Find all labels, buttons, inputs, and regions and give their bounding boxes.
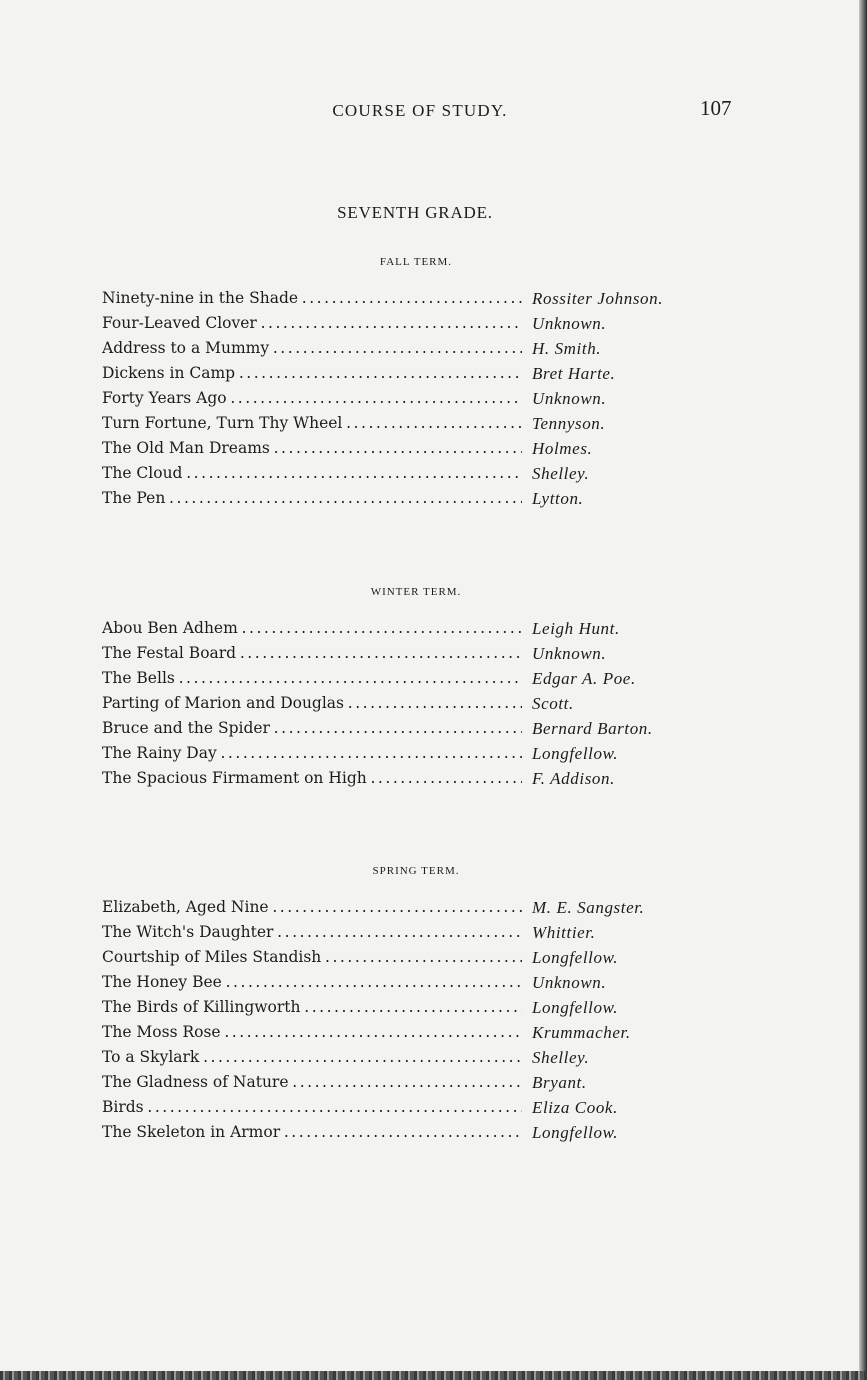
entry-title: The Cloud . . . <box>102 464 522 482</box>
entry-title: Dickens in Camp . . . <box>102 364 522 382</box>
entry-title: Address to a Mummy . . . <box>102 339 522 357</box>
entry-author: Tennyson. <box>532 414 606 433</box>
entry-title: Four-Leaved Clover . . . <box>102 314 522 332</box>
list-item <box>102 973 702 998</box>
list-item <box>102 998 702 1023</box>
entry-author: Unknown. <box>532 644 607 663</box>
list-item <box>102 489 702 514</box>
list-item <box>102 923 702 948</box>
entry-title: To a Skylark . . . <box>102 1048 522 1066</box>
list-item <box>102 464 702 489</box>
entry-title: The Festal Board . . . <box>102 644 522 662</box>
entry-author: Bret Harte. <box>532 364 616 383</box>
list-item <box>102 1023 702 1048</box>
entry-author: H. Smith. <box>532 339 602 358</box>
entry-author: Shelley. <box>532 1048 590 1067</box>
entry-author: Unknown. <box>532 314 607 333</box>
page-bottom-edge <box>0 1371 867 1380</box>
entry-author: Holmes. <box>532 439 593 458</box>
list-item <box>102 694 702 719</box>
entry-author: M. E. Sangster. <box>532 898 645 917</box>
list-item <box>102 719 702 744</box>
list-item <box>102 364 702 389</box>
entry-author: Longfellow. <box>532 998 619 1017</box>
winter-term-heading: WINTER TERM. <box>370 586 462 598</box>
entry-title: Birds . . . <box>102 1098 522 1116</box>
entry-title: The Bells . . . <box>102 669 522 687</box>
list-item <box>102 769 702 794</box>
grade-heading: SEVENTH GRADE. <box>337 203 493 222</box>
list-item <box>102 414 702 439</box>
list-item <box>102 898 702 923</box>
entry-title: The Moss Rose . . . <box>102 1023 522 1041</box>
list-item <box>102 1123 702 1148</box>
spring-term-heading: SPRING TERM. <box>372 865 460 877</box>
entry-title: Courtship of Miles Standish . . . <box>102 948 522 966</box>
entry-title: Elizabeth, Aged Nine . . . <box>102 898 522 916</box>
entry-title: Ninety-nine in the Shade . . . <box>102 289 522 307</box>
entry-title: The Old Man Dreams . . . <box>102 439 522 457</box>
entry-title: The Birds of Killingworth . . . <box>102 998 522 1016</box>
entry-author: Eliza Cook. <box>532 1098 618 1117</box>
list-item <box>102 644 702 669</box>
list-item <box>102 289 702 314</box>
list-item <box>102 1048 702 1073</box>
entry-title: The Pen . . . <box>102 489 522 507</box>
entry-title: The Witch's Daughter . . . <box>102 923 522 941</box>
entry-author: Unknown. <box>532 389 607 408</box>
entry-title: The Rainy Day . . . <box>102 744 522 762</box>
list-item <box>102 669 702 694</box>
list-item <box>102 619 702 644</box>
spring-term-list <box>102 898 702 1148</box>
entry-author: Unknown. <box>532 973 607 992</box>
list-item <box>102 389 702 414</box>
entry-title: Forty Years Ago . . . <box>102 389 522 407</box>
entry-author: Bernard Barton. <box>532 719 653 738</box>
entry-author: Longfellow. <box>532 948 619 967</box>
list-item <box>102 314 702 339</box>
entry-title: The Skeleton in Armor . . . <box>102 1123 522 1141</box>
running-header: COURSE OF STUDY. <box>332 101 508 120</box>
entry-author: Shelley. <box>532 464 590 483</box>
list-item <box>102 1073 702 1098</box>
entry-author: Bryant. <box>532 1073 587 1092</box>
entry-author: Krummacher. <box>532 1023 631 1042</box>
entry-author: Scott. <box>532 694 574 713</box>
entry-title: The Gladness of Nature . . . <box>102 1073 522 1091</box>
list-item <box>102 439 702 464</box>
list-item <box>102 744 702 769</box>
list-item <box>102 1098 702 1123</box>
list-item <box>102 339 702 364</box>
entry-author: F. Addison. <box>532 769 615 788</box>
entry-title: The Honey Bee . . . <box>102 973 522 991</box>
page-edge-shadow <box>859 0 867 1380</box>
fall-term-list <box>102 289 702 514</box>
entry-title: The Spacious Firmament on High . . . <box>102 769 522 787</box>
fall-term-heading: FALL TERM. <box>379 256 453 268</box>
entry-author: Leigh Hunt. <box>532 619 620 638</box>
entry-author: Lytton. <box>532 489 584 508</box>
entry-author: Longfellow. <box>532 744 619 763</box>
winter-term-list <box>102 619 702 794</box>
entry-title: Abou Ben Adhem . . . <box>102 619 522 637</box>
entry-author: Edgar A. Poe. <box>532 669 636 688</box>
entry-author: Rossiter Johnson. <box>532 289 664 308</box>
entry-title: Bruce and the Spider . . . <box>102 719 522 737</box>
page-number: 107 <box>700 96 732 120</box>
entry-title: Turn Fortune, Turn Thy Wheel . . . <box>102 414 522 432</box>
entry-author: Longfellow. <box>532 1123 619 1142</box>
entry-author: Whittier. <box>532 923 596 942</box>
entry-title: Parting of Marion and Douglas . . . <box>102 694 522 712</box>
list-item <box>102 948 702 973</box>
